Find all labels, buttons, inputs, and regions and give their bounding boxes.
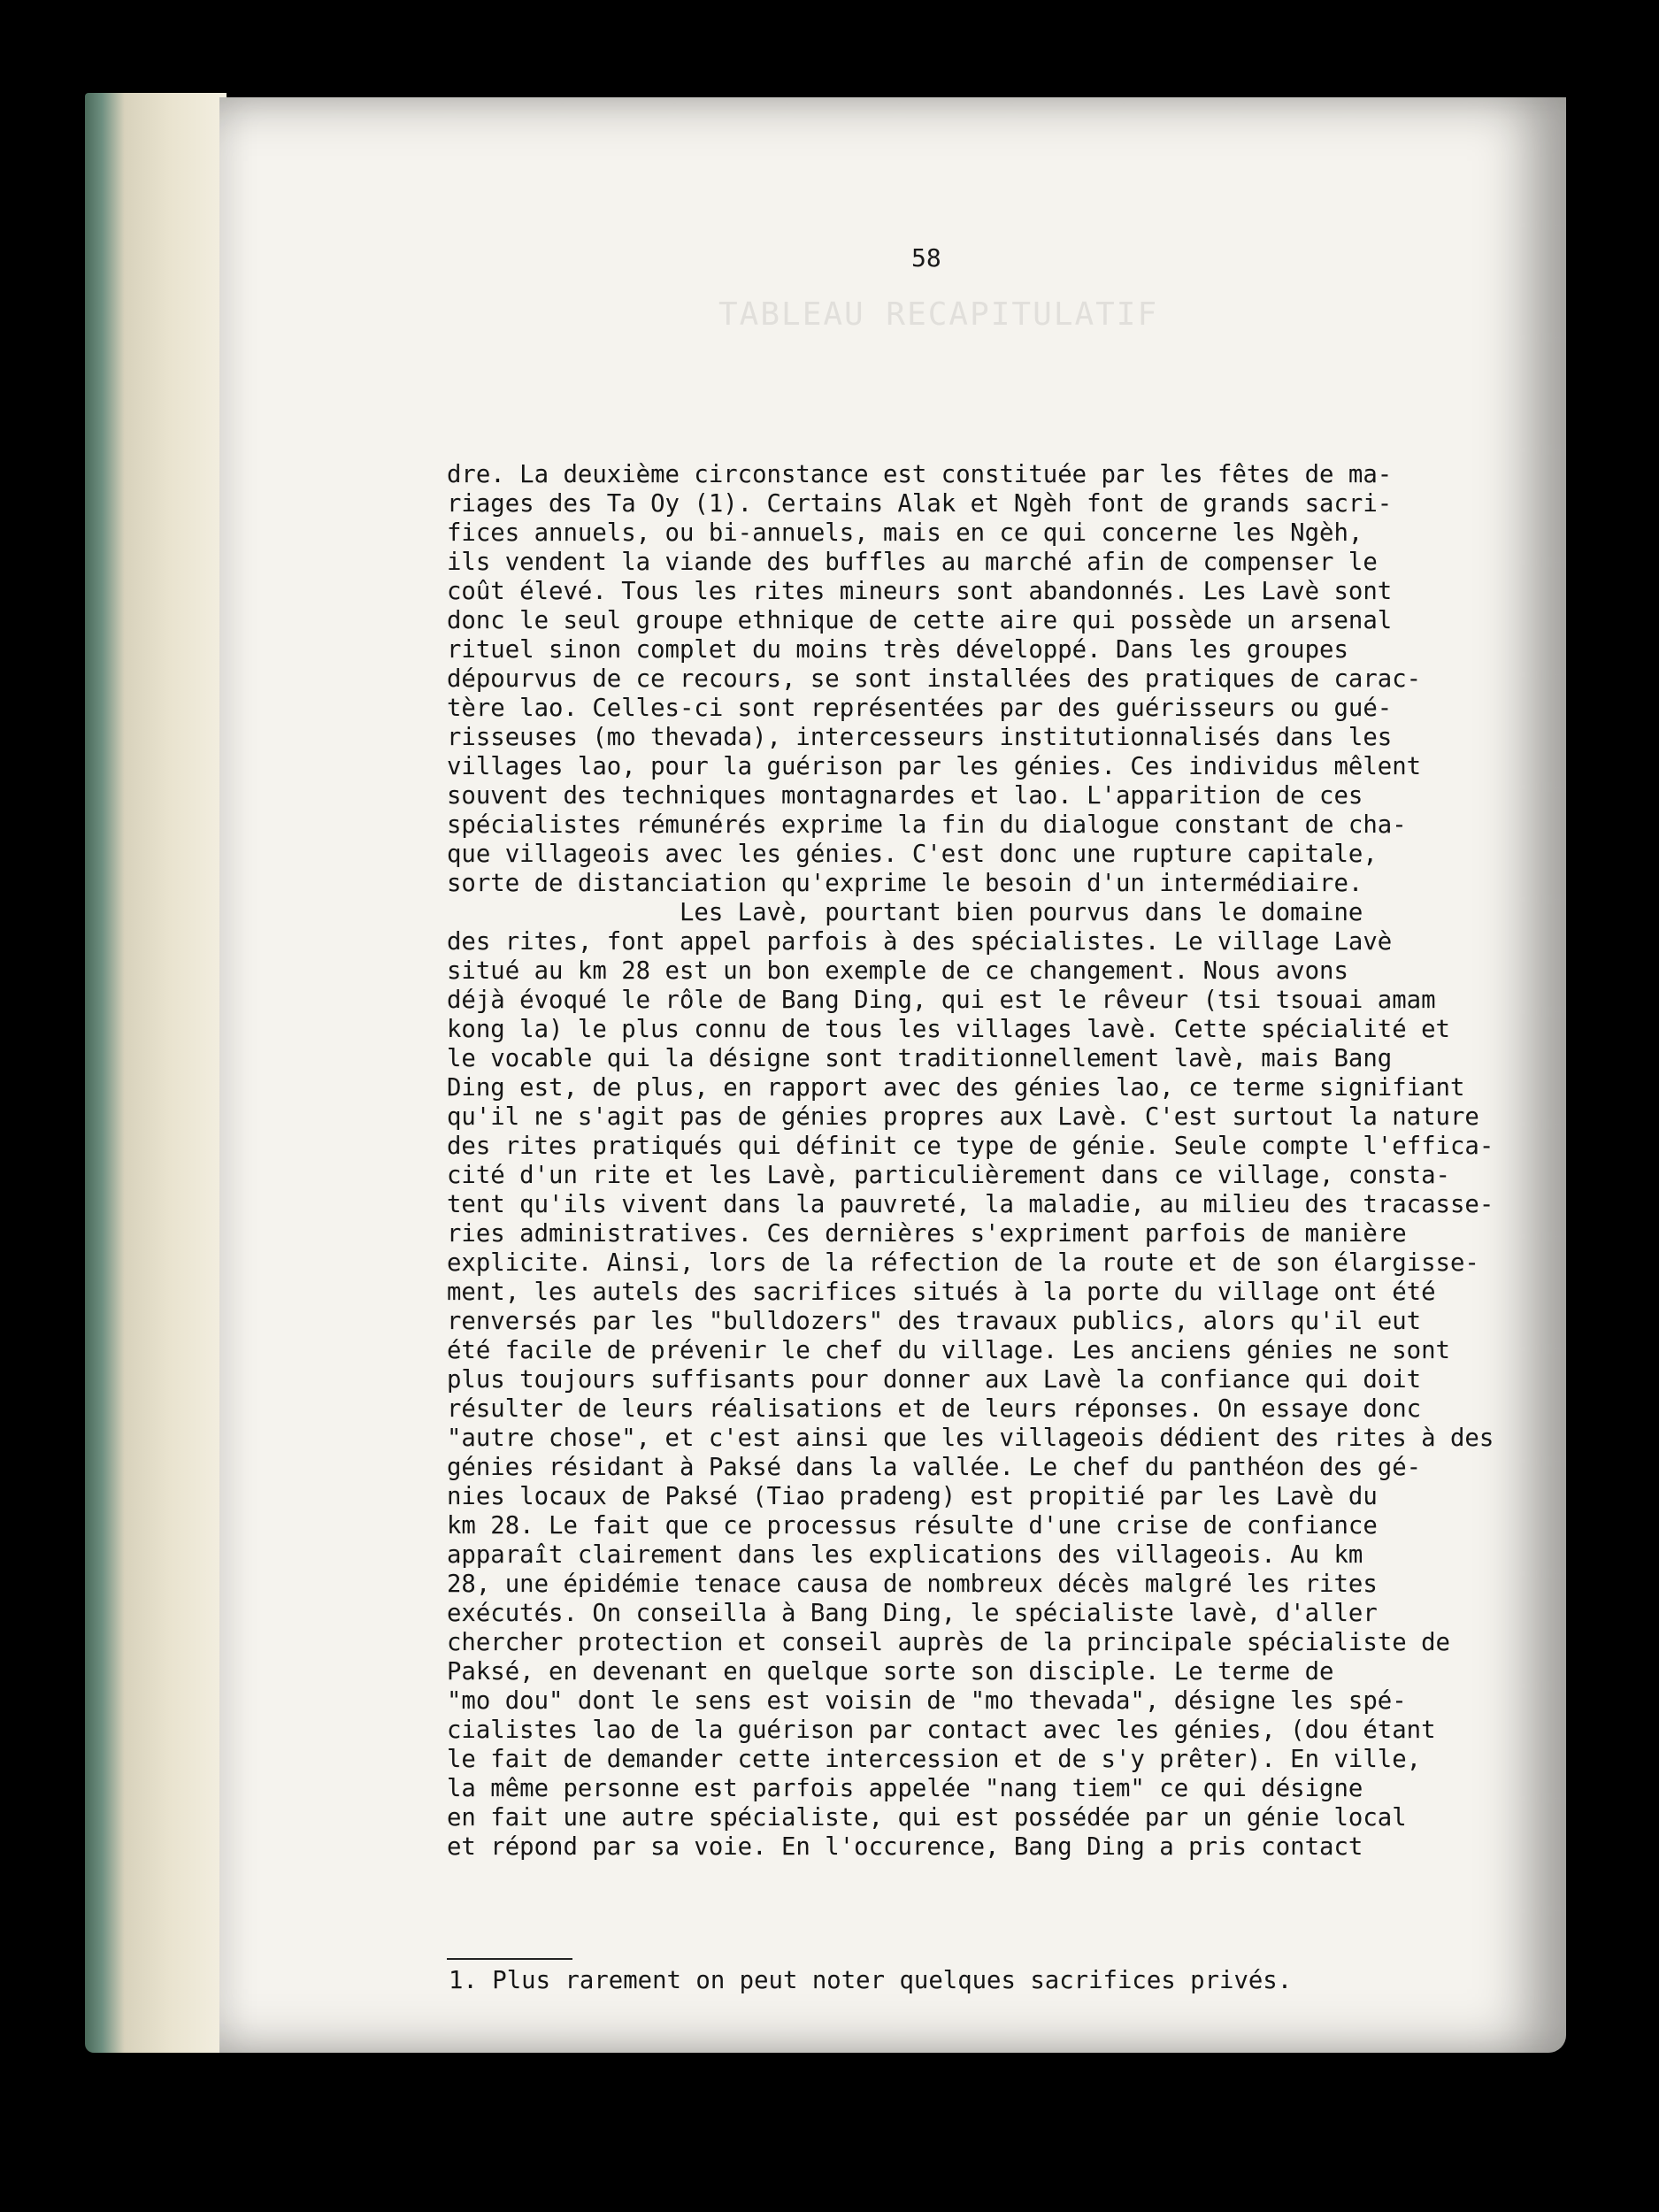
text-line: exécutés. On conseilla à Bang Ding, le spécialiste lavè, d'aller [447, 1600, 1378, 1627]
text-line: risseuses (mo thevada), intercesseurs institutionnalisés dans les [447, 724, 1393, 751]
text-line: sorte de distanciation qu'exprime le besoin d'un intermédiaire. [447, 870, 1363, 897]
text-line: nies locaux de Paksé (Tiao pradeng) est propitié par les Lavè du [447, 1483, 1378, 1510]
text-line: dre. La deuxième circonstance est constituée par les fêtes de ma- [447, 461, 1393, 488]
text-line: situé au km 28 est un bon exemple de ce changement. Nous avons [447, 957, 1348, 985]
text-line: plus toujours suffisants pour donner aux Lavè la confiance qui doit [447, 1366, 1422, 1394]
text-line: Paksé, en devenant en quelque sorte son disciple. Le terme de [447, 1658, 1334, 1686]
text-line: villages lao, pour la guérison par les génies. Ces individus mêlent [447, 753, 1422, 780]
text-line: qu'il ne s'agit pas de génies propres aux Lavè. C'est surtout la nature [447, 1103, 1479, 1131]
text-line: apparaît clairement dans les explications des villageois. Au km [447, 1541, 1363, 1569]
text-line: "autre chose", et c'est ainsi que les villageois dédient des rites à des [447, 1425, 1494, 1452]
text-line: rituel sinon complet du moins très développé. Dans les groupes [447, 636, 1348, 664]
body-text [447, 460, 1494, 1862]
text-line: renversés par les "bulldozers" des travaux publics, alors qu'il eut [447, 1308, 1422, 1335]
text-line: génies résidant à Paksé dans la vallée. Le chef du panthéon des gé- [447, 1454, 1422, 1481]
text-line: kong la) le plus connu de tous les villages lavè. Cette spécialité et [447, 1016, 1450, 1043]
text-line: le vocable qui la désigne sont traditionnellement lavè, mais Bang [447, 1045, 1393, 1072]
text-line: déjà évoqué le rôle de Bang Ding, qui est le rêveur (tsi tsouai amam [447, 987, 1436, 1014]
text-line: que villageois avec les génies. C'est donc une rupture capitale, [447, 841, 1378, 868]
text-line: cité d'un rite et les Lavè, particulièrement dans ce village, consta- [447, 1162, 1450, 1189]
text-line: dépourvus de ce recours, se sont installées des pratiques de carac- [447, 665, 1422, 693]
text-line: des rites pratiqués qui définit ce type de génie. Seule compte l'effica- [447, 1133, 1494, 1160]
text-line: chercher protection et conseil auprès de la principale spécialiste de [447, 1629, 1450, 1656]
text-line: riages des Ta Oy (1). Certains Alak et Ngèh font de grands sacri- [447, 490, 1393, 518]
book-page-edges [85, 93, 227, 2053]
text-line: spécialistes rémunérés exprime la fin du dialogue constant de cha- [447, 811, 1407, 839]
text-line: tère lao. Celles-ci sont représentées par des guérisseurs ou gué- [447, 695, 1393, 722]
text-line: le fait de demander cette intercession et de s'y prêter). En ville, [447, 1746, 1422, 1773]
text-line: Ding est, de plus, en rapport avec des génies lao, ce terme signifiant [447, 1074, 1465, 1102]
page-number: 58 [911, 243, 941, 273]
text-line: ries administratives. Ces dernières s'expriment parfois de manière [447, 1220, 1407, 1248]
text-line: tent qu'ils vivent dans la pauvreté, la maladie, au milieu des tracasse- [447, 1191, 1494, 1218]
text-line: "mo dou" dont le sens est voisin de "mo thevada", désigne les spé- [447, 1687, 1407, 1715]
text-line: donc le seul groupe ethnique de cette aire qui possède un arsenal [447, 607, 1393, 634]
text-line: coût élevé. Tous les rites mineurs sont abandonnés. Les Lavè sont [447, 578, 1393, 605]
text-line: et répond par sa voie. En l'occurence, Bang Ding a pris contact [447, 1833, 1363, 1861]
text-line: explicite. Ainsi, lors de la réfection de la route et de son élargisse- [447, 1249, 1479, 1277]
text-line: résulter de leurs réalisations et de leurs réponses. On essaye donc [447, 1395, 1422, 1423]
text-line: ment, les autels des sacrifices situés à la porte du village ont été [447, 1279, 1436, 1306]
text-line: Les Lavè, pourtant bien pourvus dans le domaine [447, 899, 1363, 926]
text-line: 28, une épidémie tenace causa de nombreux décès malgré les rites [447, 1571, 1378, 1598]
text-line: fices annuels, ou bi-annuels, mais en ce qui concerne les Ngèh, [447, 519, 1363, 547]
text-line: la même personne est parfois appelée "nang tiem" ce qui désigne [447, 1775, 1363, 1802]
footnote: 1. Plus rarement on peut noter quelques sacrifices privés. [449, 1967, 1293, 1994]
text-line: des rites, font appel parfois à des spécialistes. Le village Lavè [447, 928, 1393, 956]
text-line: ils vendent la viande des buffles au marché afin de compenser le [447, 549, 1378, 576]
text-line: en fait une autre spécialiste, qui est possédée par un génie local [447, 1804, 1407, 1832]
bleed-through-title: TABLEAU RECAPITULATIF [718, 296, 1159, 333]
text-line: souvent des techniques montagnardes et lao. L'apparition de ces [447, 782, 1363, 810]
text-line: été facile de prévenir le chef du village. Les anciens génies ne sont [447, 1337, 1450, 1364]
footnote-rule [447, 1958, 572, 1960]
text-line: cialistes lao de la guérison par contact avec les génies, (dou étant [447, 1717, 1436, 1744]
text-line: km 28. Le fait que ce processus résulte d'une crise de confiance [447, 1512, 1378, 1540]
